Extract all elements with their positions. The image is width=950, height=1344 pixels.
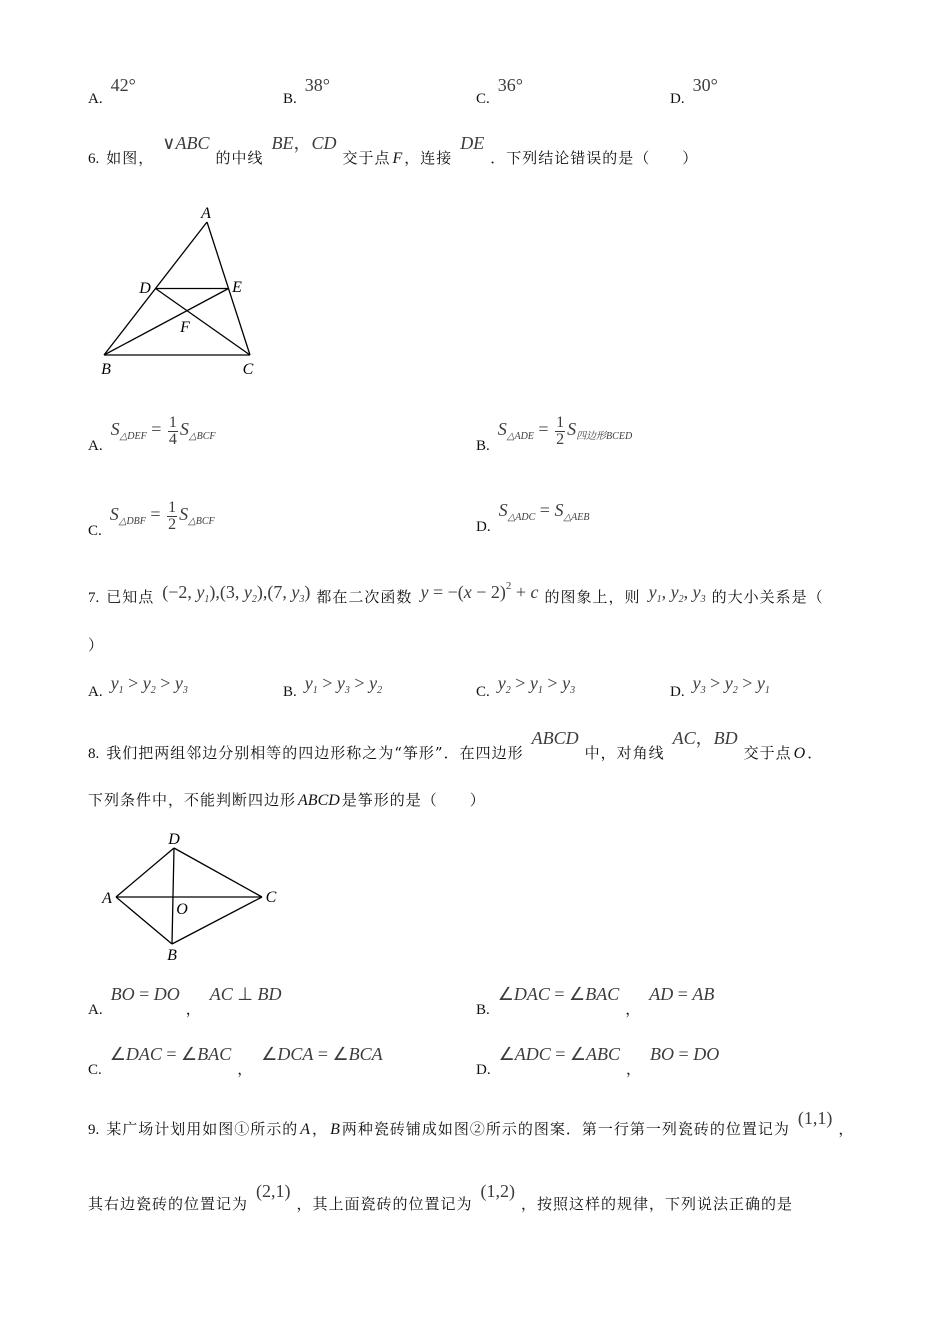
option-content (490, 673, 581, 700)
question-text (88, 1181, 794, 1213)
math-symbol: = ∠ (313, 1044, 349, 1064)
math-symbol: ， (695, 728, 714, 748)
q7-option-a (88, 673, 194, 702)
option-letter: A. (88, 684, 103, 700)
question-text (106, 728, 824, 762)
math-identifier: S (179, 419, 189, 440)
option-content (102, 499, 221, 539)
option-letter: B. (476, 438, 490, 455)
math-expression (692, 673, 770, 696)
subscript: 1 (764, 685, 770, 696)
math-symbol: , (683, 582, 693, 602)
math-expression (648, 582, 706, 605)
math-symbol: > (737, 673, 757, 693)
math-symbol: 38° (304, 75, 330, 95)
option-content (490, 414, 638, 454)
math-identifier: y (291, 582, 300, 602)
math-symbol: ),(7, (256, 582, 292, 602)
math-identifier: BCA (348, 1044, 383, 1064)
label-o: O (176, 901, 188, 918)
segment-ad (116, 848, 174, 897)
math-symbol: > (349, 673, 370, 693)
math-identifier: BE (271, 133, 294, 153)
math-identifier: y (174, 673, 183, 693)
label-b: B (167, 947, 177, 964)
question-number: 9. (88, 1122, 100, 1138)
subscript: 3 (700, 685, 706, 696)
math-symbol: 42° (110, 75, 136, 95)
option-content (103, 75, 142, 107)
question-text (106, 580, 824, 606)
q6-option-c (88, 499, 221, 547)
option-content (103, 414, 222, 454)
math-symbol: = (674, 1044, 694, 1064)
subscript: 3 (182, 685, 188, 696)
subscript: △AEB (563, 512, 590, 523)
median-cd (156, 289, 251, 356)
fraction-denominator: 4 (168, 431, 177, 448)
option-content (685, 75, 724, 107)
math-symbol: ∠ (109, 1044, 126, 1064)
math-identifier: y (110, 673, 119, 693)
subscript: 1 (537, 685, 543, 696)
text-run: ， (237, 1060, 254, 1078)
text-run: 中，对角线 (584, 744, 665, 762)
math-expression (110, 500, 215, 532)
label-c: C (242, 361, 254, 378)
text-run: 某广场计划用如图①所示的 (106, 1120, 299, 1138)
text-run: ， (185, 1000, 202, 1018)
math-symbol: (−2, (162, 582, 197, 602)
math-symbol: = (145, 504, 166, 525)
math-symbol: − 2) (471, 582, 506, 602)
option-content (490, 984, 721, 1018)
variable: O (793, 745, 806, 762)
q8-stem-continued (88, 790, 486, 811)
math-expression (420, 582, 538, 602)
text-run: 其右边瓷砖的位置记为 (88, 1195, 249, 1213)
math-symbol: ) (304, 582, 311, 602)
math-symbol: = (673, 984, 693, 1004)
option-letter: C. (88, 523, 102, 540)
math-identifier: S (109, 504, 119, 525)
option-content (685, 673, 776, 700)
subscript: 2 (505, 685, 511, 696)
math-expression (111, 984, 180, 1004)
question-text (106, 1108, 855, 1138)
math-identifier: ABCD (531, 728, 579, 748)
math-symbol: ∠ (498, 1044, 515, 1064)
triangle-figure (95, 200, 275, 385)
math-identifier: DCA (277, 1044, 314, 1064)
text-run: ，连接 (404, 149, 453, 167)
q5-option-c (476, 75, 529, 109)
option-letter: C. (476, 91, 490, 107)
math-symbol: > (705, 673, 725, 693)
label-a: A (102, 890, 112, 907)
median-be (104, 289, 229, 356)
math-identifier: ABC (586, 1044, 621, 1064)
option-letter: C. (476, 684, 490, 700)
subscript: 2 (150, 685, 156, 696)
math-expression (460, 133, 484, 153)
math-symbol: (1,2) (480, 1181, 516, 1201)
option-content (297, 673, 388, 700)
question-text (106, 133, 699, 167)
math-symbol: ⊥ (232, 984, 258, 1004)
q6-option-d (476, 500, 595, 537)
fraction (555, 415, 565, 447)
subscript: 3 (344, 685, 350, 696)
variable: F (392, 150, 403, 167)
subscript: 3 (700, 594, 706, 605)
math-identifier: S (498, 500, 508, 520)
q7-option-b (283, 673, 388, 702)
math-identifier: AB (692, 984, 715, 1004)
math-symbol: > (317, 673, 337, 693)
label-e: E (232, 279, 242, 296)
math-identifier: y (420, 582, 429, 602)
text-run: ， (625, 1000, 642, 1018)
math-expression (497, 673, 576, 696)
math-symbol: + (511, 582, 531, 602)
fraction-denominator: 2 (556, 431, 565, 448)
math-identifier: y (336, 673, 345, 693)
text-run: 如图， (106, 149, 155, 167)
q8-stem (88, 728, 824, 764)
subscript: △BCF (188, 516, 215, 528)
math-identifier: y (562, 673, 571, 693)
math-expression (693, 75, 718, 95)
math-expression (499, 1044, 620, 1064)
math-symbol: 36° (497, 75, 523, 95)
option-letter: B. (283, 684, 297, 700)
math-identifier: BD (713, 728, 738, 748)
q8-option-c (88, 1044, 389, 1080)
text-run: 交于点 (743, 744, 792, 762)
fraction-numerator: 1 (556, 414, 565, 431)
text-run: ， (838, 1120, 855, 1138)
question-text (88, 636, 104, 654)
math-identifier: y (369, 673, 378, 693)
math-identifier: y (648, 582, 657, 602)
math-expression (532, 728, 579, 748)
math-symbol: ， (293, 133, 312, 153)
option-content (297, 75, 336, 107)
q9-stem (88, 1108, 855, 1140)
subscript: △DBF (118, 516, 146, 528)
option-letter: B. (476, 1002, 490, 1018)
math-identifier: y (756, 673, 765, 693)
q6-option-b (476, 414, 638, 462)
math-symbol: = (535, 500, 555, 520)
subscript: 四边形BCED (576, 431, 633, 443)
subscript: 2 (732, 685, 738, 696)
math-identifier: AC (209, 984, 233, 1004)
math-identifier: DAC (513, 984, 550, 1004)
math-symbol: > (510, 673, 530, 693)
math-expression (650, 1044, 719, 1064)
math-identifier: AD (649, 984, 674, 1004)
text-run: ． (807, 744, 824, 762)
math-expression (256, 1181, 291, 1201)
math-symbol: ∠ (261, 1044, 278, 1064)
math-identifier: S (554, 500, 564, 520)
q7-option-d (670, 673, 776, 702)
text-run: 的大小关系是（ (711, 588, 824, 606)
math-symbol: ∠ (497, 984, 514, 1004)
math-identifier: DAC (125, 1044, 162, 1064)
math-identifier: y (724, 673, 733, 693)
option-letter: D. (476, 519, 491, 535)
math-expression (304, 673, 383, 696)
text-run: 的图象上，则 (544, 588, 641, 606)
text-run: 交于点 (342, 149, 391, 167)
variable: A (300, 1121, 311, 1138)
segment-dc (174, 848, 262, 897)
math-identifier: BAC (197, 1044, 232, 1064)
label-c: C (265, 889, 277, 906)
text-run: ） (88, 636, 105, 654)
fraction-numerator: 1 (168, 499, 177, 516)
math-identifier: y (304, 673, 313, 693)
math-expression (271, 133, 336, 153)
fraction (167, 500, 177, 532)
math-identifier: DO (153, 984, 180, 1004)
option-content (103, 673, 194, 700)
math-identifier: BO (650, 1044, 675, 1064)
q6-option-a (88, 414, 221, 462)
math-identifier: S (567, 419, 577, 440)
math-identifier: S (179, 504, 189, 525)
option-letter: D. (670, 91, 685, 107)
math-symbol: > (123, 673, 143, 693)
subscript: 1 (656, 594, 662, 605)
question-number: 7. (88, 590, 100, 606)
diagonal-bd (172, 848, 174, 944)
math-expression (498, 984, 619, 1004)
math-symbol: = (533, 419, 554, 440)
math-identifier: BD (257, 984, 282, 1004)
text-run: ，按照这样的规律，下列说法正确的是 (521, 1195, 794, 1213)
subscript: △ADE (506, 431, 534, 443)
math-symbol: ),(3, (209, 582, 244, 602)
subscript: 1 (312, 685, 318, 696)
q6-stem (88, 133, 699, 169)
subscript: 3 (570, 685, 576, 696)
q5-option-a (88, 75, 142, 109)
option-content (491, 1044, 726, 1078)
math-identifier: CD (311, 133, 337, 153)
text-run: ， (626, 1060, 643, 1078)
label-a: A (201, 205, 211, 222)
option-content (490, 75, 529, 107)
q7-stem-continued (88, 635, 104, 655)
subscript: 2 (377, 685, 383, 696)
variable: B (330, 1121, 340, 1138)
text-run: 我们把两组邻边分别相等的四边形称之为“筝形”．在四边形 (106, 744, 524, 762)
math-identifier: DE (460, 133, 485, 153)
text-run: 下列条件中，不能判断四边形 (88, 791, 297, 809)
math-expression (673, 728, 738, 748)
option-letter: A. (88, 91, 103, 107)
label-b: B (101, 361, 111, 378)
math-expression (110, 673, 188, 696)
option-letter: B. (283, 91, 297, 107)
math-expression (210, 984, 282, 1004)
math-symbol: = (146, 419, 166, 440)
math-expression (649, 984, 714, 1004)
subscript: 2 (251, 594, 257, 605)
math-identifier: S (497, 419, 507, 440)
math-identifier: AC (672, 728, 696, 748)
q5-option-d (670, 75, 724, 109)
math-identifier: y (529, 673, 538, 693)
subscript: △BCF (188, 431, 216, 443)
fraction-numerator: 1 (168, 414, 177, 431)
option-letter: A. (88, 438, 103, 455)
subscript: △DEF (119, 431, 147, 443)
fraction (168, 415, 178, 447)
math-expression (261, 1044, 382, 1064)
q8-option-a (88, 984, 287, 1020)
text-run: ， (312, 1120, 329, 1138)
label-d: D (168, 831, 180, 848)
math-identifier: ABC (175, 133, 210, 153)
math-identifier: y (243, 582, 252, 602)
subscript: 1 (204, 594, 210, 605)
math-identifier: y (692, 582, 701, 602)
math-expression (498, 500, 590, 523)
math-expression (305, 75, 330, 95)
math-symbol: = ∠ (161, 1044, 198, 1064)
option-content (491, 500, 596, 535)
math-identifier: y (670, 582, 679, 602)
math-expression (111, 415, 216, 447)
option-content (103, 984, 288, 1018)
math-symbol: = ∠ (549, 984, 586, 1004)
math-expression (498, 415, 632, 447)
q8-option-d (476, 1044, 725, 1080)
subscript: 2 (678, 594, 684, 605)
math-symbol: , (661, 582, 671, 602)
math-symbol: = (134, 984, 154, 1004)
q8-option-b (476, 984, 720, 1020)
label-f: F (180, 319, 190, 336)
q9-stem-continued (88, 1181, 794, 1214)
text-run: ．下列结论错误的是（ ） (490, 149, 699, 167)
question-number: 6. (88, 151, 100, 167)
q7-stem (88, 580, 824, 608)
math-expression (481, 1181, 516, 1201)
text-run: 是筝形的是（ ） (341, 791, 486, 809)
variable: ABCD (298, 792, 340, 809)
math-expression (162, 133, 209, 153)
question-number: 8. (88, 746, 100, 762)
math-identifier: BAC (585, 984, 620, 1004)
option-letter: D. (670, 684, 685, 700)
math-identifier: y (497, 673, 506, 693)
math-identifier: y (196, 582, 205, 602)
math-symbol: 30° (692, 75, 718, 95)
q5-option-b (283, 75, 336, 109)
subscript: 1 (118, 685, 124, 696)
subscript: △ADC (507, 512, 536, 523)
math-symbol: > (542, 673, 563, 693)
math-symbol: > (155, 673, 175, 693)
math-symbol: ∨ (162, 133, 176, 153)
math-symbol: = −( (428, 582, 464, 602)
math-expression (110, 1044, 231, 1064)
superscript: 2 (505, 580, 512, 592)
math-identifier: y (142, 673, 151, 693)
segment-ba (116, 897, 172, 944)
math-identifier: S (110, 419, 120, 440)
q7-option-c (476, 673, 581, 702)
math-symbol: (1,1) (797, 1108, 833, 1128)
math-expression (111, 75, 136, 95)
math-identifier: DO (693, 1044, 720, 1064)
math-symbol: (2,1) (256, 1181, 291, 1201)
option-content (102, 1044, 389, 1078)
math-expression (162, 582, 311, 605)
subscript: 3 (299, 594, 305, 605)
fraction-denominator: 2 (168, 516, 177, 533)
label-d: D (139, 280, 151, 297)
math-expression (498, 75, 523, 95)
text-run: 已知点 (106, 588, 155, 606)
math-expression (798, 1108, 833, 1128)
option-letter: A. (88, 1002, 103, 1018)
text-run: 两种瓷砖铺成如图②所示的图案．第一行第一列瓷砖的位置记为 (341, 1120, 790, 1138)
kite-figure (95, 828, 290, 968)
math-identifier: BO (110, 984, 135, 1004)
question-text (88, 791, 486, 809)
option-letter: C. (88, 1062, 102, 1078)
text-run: ，其上面瓷砖的位置记为 (296, 1195, 473, 1213)
option-letter: D. (476, 1062, 491, 1078)
math-identifier: x (463, 582, 472, 602)
math-symbol: = ∠ (550, 1044, 587, 1064)
math-identifier: c (530, 582, 539, 602)
math-identifier: y (692, 673, 701, 693)
math-identifier: ADC (514, 1044, 551, 1064)
text-run: 都在二次函数 (316, 588, 413, 606)
text-run: 的中线 (215, 149, 264, 167)
